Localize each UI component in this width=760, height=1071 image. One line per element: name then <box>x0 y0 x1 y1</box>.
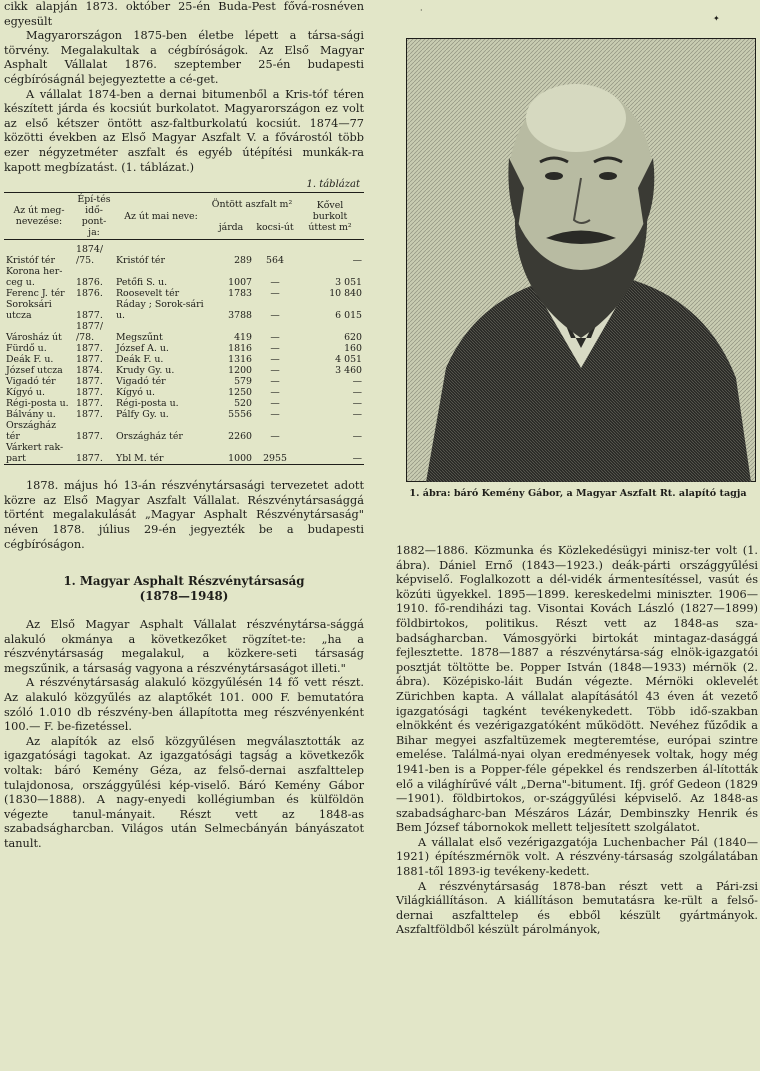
cell-road-name: Deák F. u. <box>6 354 54 366</box>
paragraph-company-law: Magyarországon 1875-ben életbe lépett a társa-sági törvény. Megalakultak a cégbíróságok. Az Első Magyar Asphalt Vállalat 1876. szeptember 25-én budapesti cégbíróságnál bejegyeztette a cé-get. <box>4 29 364 86</box>
cell-roadway: 2955 <box>263 453 287 465</box>
cell-sidewalk: 1816 <box>228 343 252 355</box>
cell-stone-paved: 3 051 <box>335 277 362 289</box>
cell-stone-paved: 6 015 <box>335 310 362 322</box>
roads-table <box>4 192 364 465</box>
roads-table-body <box>4 240 364 465</box>
cell-road-name: Ferenc J. tér <box>6 288 65 300</box>
cell-current-name: Kristóf tér <box>116 255 165 267</box>
header-sidewalk: járda <box>218 222 244 234</box>
table-row <box>4 409 364 420</box>
cell-sidewalk: 1316 <box>228 354 252 366</box>
cell-build-year: 1877. <box>76 431 103 443</box>
table-row <box>4 343 364 354</box>
cell-stone-paved: 620 <box>344 332 362 344</box>
figure-caption: 1. ábra: báró Kemény Gábor, a Magyar Aszfalt Rt. alapító tagja <box>409 488 747 499</box>
cell-road-name: József utcza <box>6 365 63 377</box>
cell-roadway: — <box>270 332 280 344</box>
table-row <box>4 376 364 387</box>
cell-road-name: Országház tér <box>6 420 57 443</box>
cell-sidewalk: 3788 <box>228 310 252 322</box>
cell-current-name: Krudy Gy. u. <box>116 365 175 377</box>
header-stone-paved: Kővel burkolt úttest m² <box>308 199 352 233</box>
cell-stone-paved: — <box>352 409 362 421</box>
header-cast-asphalt: Öntött aszfalt m² <box>211 199 293 211</box>
cell-stone-paved: — <box>352 453 362 465</box>
table-row <box>4 387 364 398</box>
paragraph-minister: 1882—1886. Közmunka és Közlekedésügyi minisz-ter volt (1. ábra). Dániel Ernő (1843—1923.) deák-párti országgyűlési képviselő. Foglalkozott a dél-vidék ármentesítéssel, vasút és közúti ügyekkel. 1895—1899. kereskedelmi miniszter. 1906—1910. fő-rendiházi tag. Visontai Kovách László (1827—1899) földbirtokos, politikus. Részt vett az 1848-as sza-badságharcban. Vámosgyörki birtokát mintagaz-dasággá fejlesztette. 1878—1887 a részvénytársa-ság elnök-igazgatói posztját töltötte be. Popper István (1848—1933) mérnök (2. ábra). Középisko-láit Budán végezte. Mérnöki oklevelét Zürichben kapta. A vállalat alapításától 43 éven át vezető igazgatósági tagként tevékenykedett. Több idő-szakban elnökként és vezérigazgatóként működött. Nevéhez fűződik a Bihar megyei aszfaltüzemek megteremtése, európai szintre emelése. Találmá-nyai olyan eredményesek voltak, hogy még 1941-ben is a Popper-féle gépekkel és rendszerben ál-lították elő a világhírűvé vált „Derna"-bitument. Ifj. gróf Gedeon (1829—1901). földbirtokos, or-szággyűlési képviselő. Az 1848-as szabadságharc-ban Mészáros Lázár, Dembinszky Henrik és Bem József tábornokok mellett teljesített szolgálatot. <box>396 544 758 835</box>
paragraph-paris-exhibition: A részvénytársaság 1878-ban részt vett a Pári-zsi Világkiállításon. A kiállításon bemutatásra ke-rült a felső-dernai aszfalttelep és ebből készült gyártmányok. Aszfaltföldből készült párolmányok, <box>396 879 758 937</box>
cell-road-name: Régi-posta u. <box>6 398 69 410</box>
cell-build-year: 1874. <box>76 365 103 377</box>
cell-roadway: — <box>270 376 280 388</box>
cell-current-name: Petőfi S. u. <box>116 277 168 289</box>
cell-sidewalk: 579 <box>234 376 252 388</box>
cell-build-year: 1877. <box>76 453 103 465</box>
table-row <box>4 288 364 299</box>
cell-current-name: Kígyó u. <box>116 387 155 399</box>
cell-current-name: Vigadó tér <box>116 376 166 388</box>
cell-road-name: Városház út <box>6 332 62 344</box>
cell-road-name: Várkert rak-part <box>6 442 64 465</box>
cell-road-name: Kristóf tér <box>6 255 55 267</box>
cell-roadway: — <box>270 387 280 399</box>
cell-sidewalk: 1200 <box>228 365 252 377</box>
table-row <box>4 420 364 442</box>
scan-speck: ✦ <box>713 14 720 23</box>
cell-road-name: Soroksári utcza <box>6 299 52 322</box>
table-label: 1. táblázat <box>306 179 360 191</box>
cell-current-name: Deák F. u. <box>116 354 164 366</box>
cell-roadway: 564 <box>266 255 284 267</box>
cell-build-year: 1874/ /75. <box>76 244 104 267</box>
cell-road-name: Vigadó tér <box>6 376 56 388</box>
cell-road-name: Kígyó u. <box>6 387 45 399</box>
cell-current-name: Ybl M. tér <box>116 453 164 465</box>
cell-stone-paved: 10 840 <box>329 288 362 300</box>
cell-build-year: 1877. <box>76 387 103 399</box>
header-build-year: Épí-tés idő-pont-ja: <box>77 194 111 239</box>
cell-roadway: — <box>270 354 280 366</box>
cell-build-year: 1876. <box>76 288 103 300</box>
header-current-name: Az út mai neve: <box>124 210 198 222</box>
cell-current-name: Országház tér <box>116 431 183 443</box>
cell-sidewalk: 1000 <box>228 453 252 465</box>
cell-sidewalk: 419 <box>234 332 252 344</box>
left-column <box>4 0 364 852</box>
cell-roadway: — <box>270 288 280 300</box>
paragraph-city-union: cikk alapján 1873. október 25-én Buda-Pest fővá-rosnéven egyesült <box>4 0 364 28</box>
cell-current-name: Megszűnt <box>116 332 163 344</box>
cell-sidewalk: 1250 <box>228 387 252 399</box>
cell-build-year: 1877. <box>76 398 103 410</box>
cell-sidewalk: 1007 <box>228 277 252 289</box>
cell-stone-paved: 160 <box>344 343 362 355</box>
paragraph-general-meeting: A részvénytársaság alakuló közgyűlésén 14 fő vett részt. Az alakuló közgyűlés az alaptőkét 101. 000 F. bemutatóra szóló 1.010 db részvény-ben állapította meg részvényenként 100.— F. be-fizetéssel. <box>4 676 364 734</box>
cell-stone-paved: — <box>352 387 362 399</box>
table-row <box>4 398 364 409</box>
cell-road-name: Fürdő u. <box>6 343 47 355</box>
paragraph-board-members: Az alapítók az első közgyűlésen megválasztották az igazgatósági tagokat. Az igazgatósági tagság a következők voltak: báró Kemény Géza, az felső-dernai aszfalttelep tulajdonosa, országgyűlési kép-viselő. Báró Kemény Gábor (1830—1888). A nagy-enyedi kollégiumban és külföldön végezte tanul-mányait. Részt vett az 1848-as szabadságharcban. Világos után Selmecbányán bányászatot tanult. <box>4 734 364 850</box>
cell-roadway: — <box>270 365 280 377</box>
cell-current-name: Roosevelt tér <box>116 288 180 300</box>
cell-roadway: — <box>270 431 280 443</box>
cell-sidewalk: 1783 <box>228 288 252 300</box>
cell-build-year: 1877. <box>76 343 103 355</box>
cell-roadway: — <box>270 343 280 355</box>
cell-stone-paved: — <box>352 376 362 388</box>
table-row <box>4 442 364 465</box>
cell-current-name: Régi-posta u. <box>116 398 179 410</box>
cell-current-name: Pálfy Gy. u. <box>116 409 169 421</box>
cell-stone-paved: — <box>352 255 362 267</box>
header-road-name: Az út meg-nevezése: <box>13 205 65 228</box>
right-column <box>396 544 758 938</box>
cell-current-name: József A. u. <box>116 343 169 355</box>
cell-build-year: 1877. <box>76 310 103 322</box>
cell-sidewalk: 5556 <box>228 409 252 421</box>
paragraph-founding-document: Az Első Magyar Asphalt Vállalat részvénytársa-sággá alakuló okmánya a következőket rögzítet-te: „ha a részvénytársaság megalakul, a közkere-seti társaság megszűnik, a társaság vagyona a részvénytársaságot illeti." <box>4 618 364 675</box>
table-row <box>4 365 364 376</box>
scan-speck: · <box>420 6 423 15</box>
cell-sidewalk: 2260 <box>228 431 252 443</box>
cell-build-year: 1877. <box>76 376 103 388</box>
cell-build-year: 1877/ /78. <box>76 321 104 344</box>
cell-roadway: — <box>270 277 280 289</box>
cell-sidewalk: 289 <box>234 255 252 267</box>
cell-build-year: 1877. <box>76 409 103 421</box>
table-row <box>4 266 364 288</box>
cell-road-name: Bálvány u. <box>6 409 56 421</box>
table-row <box>4 354 364 365</box>
cell-build-year: 1877. <box>76 354 103 366</box>
paragraph-first-road: A vállalat 1874-ben a dernai bitumenből a Kris-tóf téren készített járda és kocsiút burkolatot. Magyarországon ez volt az első kétszer öntött asz-faltburkolatú kocsiút. 1874—77 közötti években az Első Magyar Aszfalt V. a fővárostól több ezer négyzetméter aszfalt és egyéb útépítési munkák-ra kapott megbízatást. (1. táblázat.) <box>4 87 364 174</box>
header-roadway: kocsi-út <box>256 222 294 234</box>
cell-stone-paved: — <box>352 431 362 443</box>
cell-road-name: Korona her-ceg u. <box>6 266 63 289</box>
paragraph-founding-plan: 1878. május hó 13-án részvénytársasági tervezetet adott közre az Első Magyar Aszfalt Vállalat. Részvénytársasággá történt megalakulását „Magyar Asphalt Részvénytársaság" néven 1878. július 29-én jegyezték be a budapesti cégbíróságon. <box>4 479 364 551</box>
cell-roadway: — <box>270 398 280 410</box>
cell-roadway: — <box>270 409 280 421</box>
table-row <box>4 240 364 267</box>
cell-stone-paved: 3 460 <box>335 365 362 377</box>
section-heading <box>4 574 364 604</box>
table-row <box>4 299 364 321</box>
cell-build-year: 1876. <box>76 277 103 289</box>
cell-stone-paved: — <box>352 398 362 410</box>
cell-roadway: — <box>270 310 280 322</box>
cell-current-name: Ráday ; Sorok-sári u. <box>116 299 204 322</box>
table-row <box>4 321 364 343</box>
section-years: (1878—1948) <box>139 589 229 604</box>
paragraph-first-ceo: A vállalat első vezérigazgatója Luchenbacher Pál (1840—1921) építészmérnök volt. A részvény-társaság szolgálatában 1881-től 1893-ig tevékeny-kedett. <box>396 835 758 879</box>
cell-stone-paved: 4 051 <box>335 354 362 366</box>
cell-sidewalk: 520 <box>234 398 252 410</box>
section-title: 1. Magyar Asphalt Részvénytársaság <box>63 574 305 589</box>
portrait-kemeny-gabor <box>406 38 756 482</box>
